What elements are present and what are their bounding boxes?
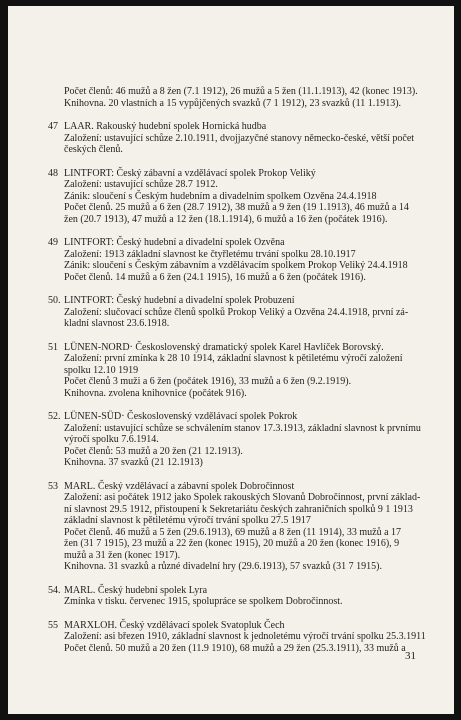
entry-line: MARL. Český vzdělávací a zábavní spolek Dobročinnost	[64, 480, 295, 492]
entry-line: českých členů.	[64, 144, 123, 155]
entry-number: 50.	[48, 295, 61, 306]
entry-line: Založení: ustavující schůze 28.7 1912.	[64, 179, 218, 190]
entry-item	[48, 168, 423, 226]
entry-line: Knihovna. 37 svazků (21 12.1913)	[64, 457, 203, 468]
entry-line: Knihovna. 20 vlastních a 15 vypůjčených svazků (7 1 1912), 23 svazků (11 1.1913).	[64, 97, 402, 109]
entry-line: Knihovna. 31 svazků a různé divadelní hry (29.6.1913), 57 svazků (31 7 1915).	[64, 561, 382, 572]
entry-text	[64, 620, 426, 655]
entry-item	[48, 481, 423, 573]
entry-line: MARXLOH. Český vzdělávací spolek Svatopluk Čech	[64, 619, 285, 631]
entry-text	[64, 237, 423, 283]
entry-line: ní slavnost 29.5 1912, přistoupení k Sekretariátu českých zahraničních spolků 9 1 1913	[64, 503, 413, 515]
entry-number: 47	[48, 121, 58, 132]
entry-line: výročí spolku 7.6.1914.	[64, 434, 159, 445]
entry-item	[48, 295, 423, 330]
entry-line: Zánik: sloučení s Českým hudebním a divadelním spolkem Ozvěna 24.4.1918	[64, 190, 377, 202]
entry-line: Založení: ustavující schůze 2.10.1911, dvojjazyčné stanovy německo-české, větší počet	[64, 132, 415, 144]
entry-line: Založení: asi březen 1910, základní slavnost k jednoletému výročí trvání spolku 25.3.1911	[64, 631, 426, 642]
entry-line: žen (31 7 1915), 23 mužů a 22 žen (konec 1915), 20 mužů a 20 žen (konec 1916), 9	[64, 538, 400, 549]
entry-item	[48, 411, 423, 469]
entry-line: základní slavnost k pětiletému výročí trvání spolku 27.5 1917	[64, 515, 311, 526]
entry-line: LINTFORT: Český hudební a divadelní spolek Ozvěna	[64, 237, 285, 248]
entry-number: 54.	[48, 584, 61, 596]
entry-item	[48, 121, 423, 156]
entry-item	[48, 619, 426, 655]
entry-line: spolku 12.10 1919	[64, 364, 139, 376]
entry-number: 49	[48, 237, 58, 248]
entry-number: 55	[48, 619, 58, 631]
entry-item	[48, 342, 423, 400]
entry-line: Počet členů. 50 mužů a 20 žen (11.9 1910), 68 mužů a 29 žen (25.3.1911), 33 mužů a	[64, 642, 406, 654]
entry-line: Počet členů: 46 mužů a 8 žen (7.1 1912), 26 mužů a 5 žen (11.1.1913), 42 (konec 1913).	[64, 86, 418, 97]
entry-number: 52.	[48, 411, 61, 422]
entry-text	[64, 411, 423, 469]
entry-text	[64, 168, 423, 226]
entry-text	[64, 86, 423, 109]
entry-number: 53	[48, 480, 58, 492]
entry-text	[64, 295, 423, 330]
entry-line: MARL. Český hudební spolek Lyra	[64, 584, 208, 596]
entry-text	[64, 585, 423, 608]
page-number: 31	[405, 650, 416, 662]
document-page	[8, 6, 454, 714]
entry-line: Knihovna. zvolena knihovnice (počátek 916).	[64, 387, 247, 399]
entry-item	[48, 86, 423, 109]
entry-line: LINTFORT: Český zábavní a vzdělávací spolek Prokop Veliký	[64, 167, 316, 179]
entry-text	[64, 121, 423, 156]
entry-line: Počet členů. 46 mužů a 5 žen (29.6.1913), 69 mužů a 8 žen (11 1914), 33 mužů a 17	[64, 526, 402, 538]
entry-line: kladní slavnost 23.6.1918.	[64, 318, 170, 329]
entries-list	[48, 86, 426, 666]
entry-line: Založení: 1913 základní slavnost ke čtyřletému trvání spolku 28.10.1917	[64, 248, 356, 260]
entry-line: LÜNEN-SÜD· Československý vzdělávací spolek Pokrok	[64, 411, 298, 422]
entry-text	[64, 481, 423, 573]
entry-line: Založení: první zmínka k 28 10 1914, základní slavnost k pětiletému výročí založení	[64, 353, 403, 364]
entry-line: Počet členů. 14 mužů a 6 žen (24.1 1915), 16 mužů a 6 žen (počátek 1916).	[64, 271, 366, 283]
entry-line: Zánik: sloučení s Českým zábavním a vzdělávacím spolkem Prokop Veliký 24.4.1918	[64, 260, 408, 271]
entry-item	[48, 237, 423, 283]
entry-line: Založení: slučovací schůze členů spolků Prokop Veliký a Ozvěna 24.4.1918, první zá-	[64, 306, 409, 318]
entry-line: LAAR. Rakouský hudební spolek Hornická hudba	[64, 121, 267, 132]
entry-line: Počet členů 3 muži a 6 žen (počátek 1916), 33 mužů a 6 žen (9.2.1919).	[64, 376, 352, 387]
entry-line: Počet členů. 25 mužů a 6 žen (28.7 1912), 38 mužů a 9 žen (19 1.1913), 46 mužů a 14	[64, 202, 409, 213]
entry-text	[64, 342, 423, 400]
entry-item	[48, 585, 423, 608]
entry-line: LÜNEN-NORD· Československý dramatický spolek Karel Havlíček Borovský.	[64, 341, 384, 353]
entry-line: Zmínka v tisku. červenec 1915, spolupráce se spolkem Dobročinnost.	[64, 596, 343, 607]
entry-number: 51	[48, 341, 58, 353]
entry-line: mužů a 31 žen (konec 1917).	[64, 549, 181, 561]
entry-line: Počet členů: 53 mužů a 20 žen (21 12.1913).	[64, 445, 243, 457]
entry-line: Založení: asi počátek 1912 jako Spolek rakouských Slovanů Dobročinnost, první základ-	[64, 492, 421, 503]
entry-line: LINTFORT: Český hudební a divadelní spolek Probuzení	[64, 295, 295, 306]
entry-number: 48	[48, 167, 58, 179]
entry-number	[48, 86, 64, 109]
entry-line: žen (20.7 1913), 47 mužů a 12 žen (18.1.1914), 6 mužů a 16 žen (počátek 1916).	[64, 213, 388, 225]
entry-line: Založení: ustavující schůze se schválením stanov 17.3.1913, základní slavnost k prvnímu	[64, 422, 421, 434]
